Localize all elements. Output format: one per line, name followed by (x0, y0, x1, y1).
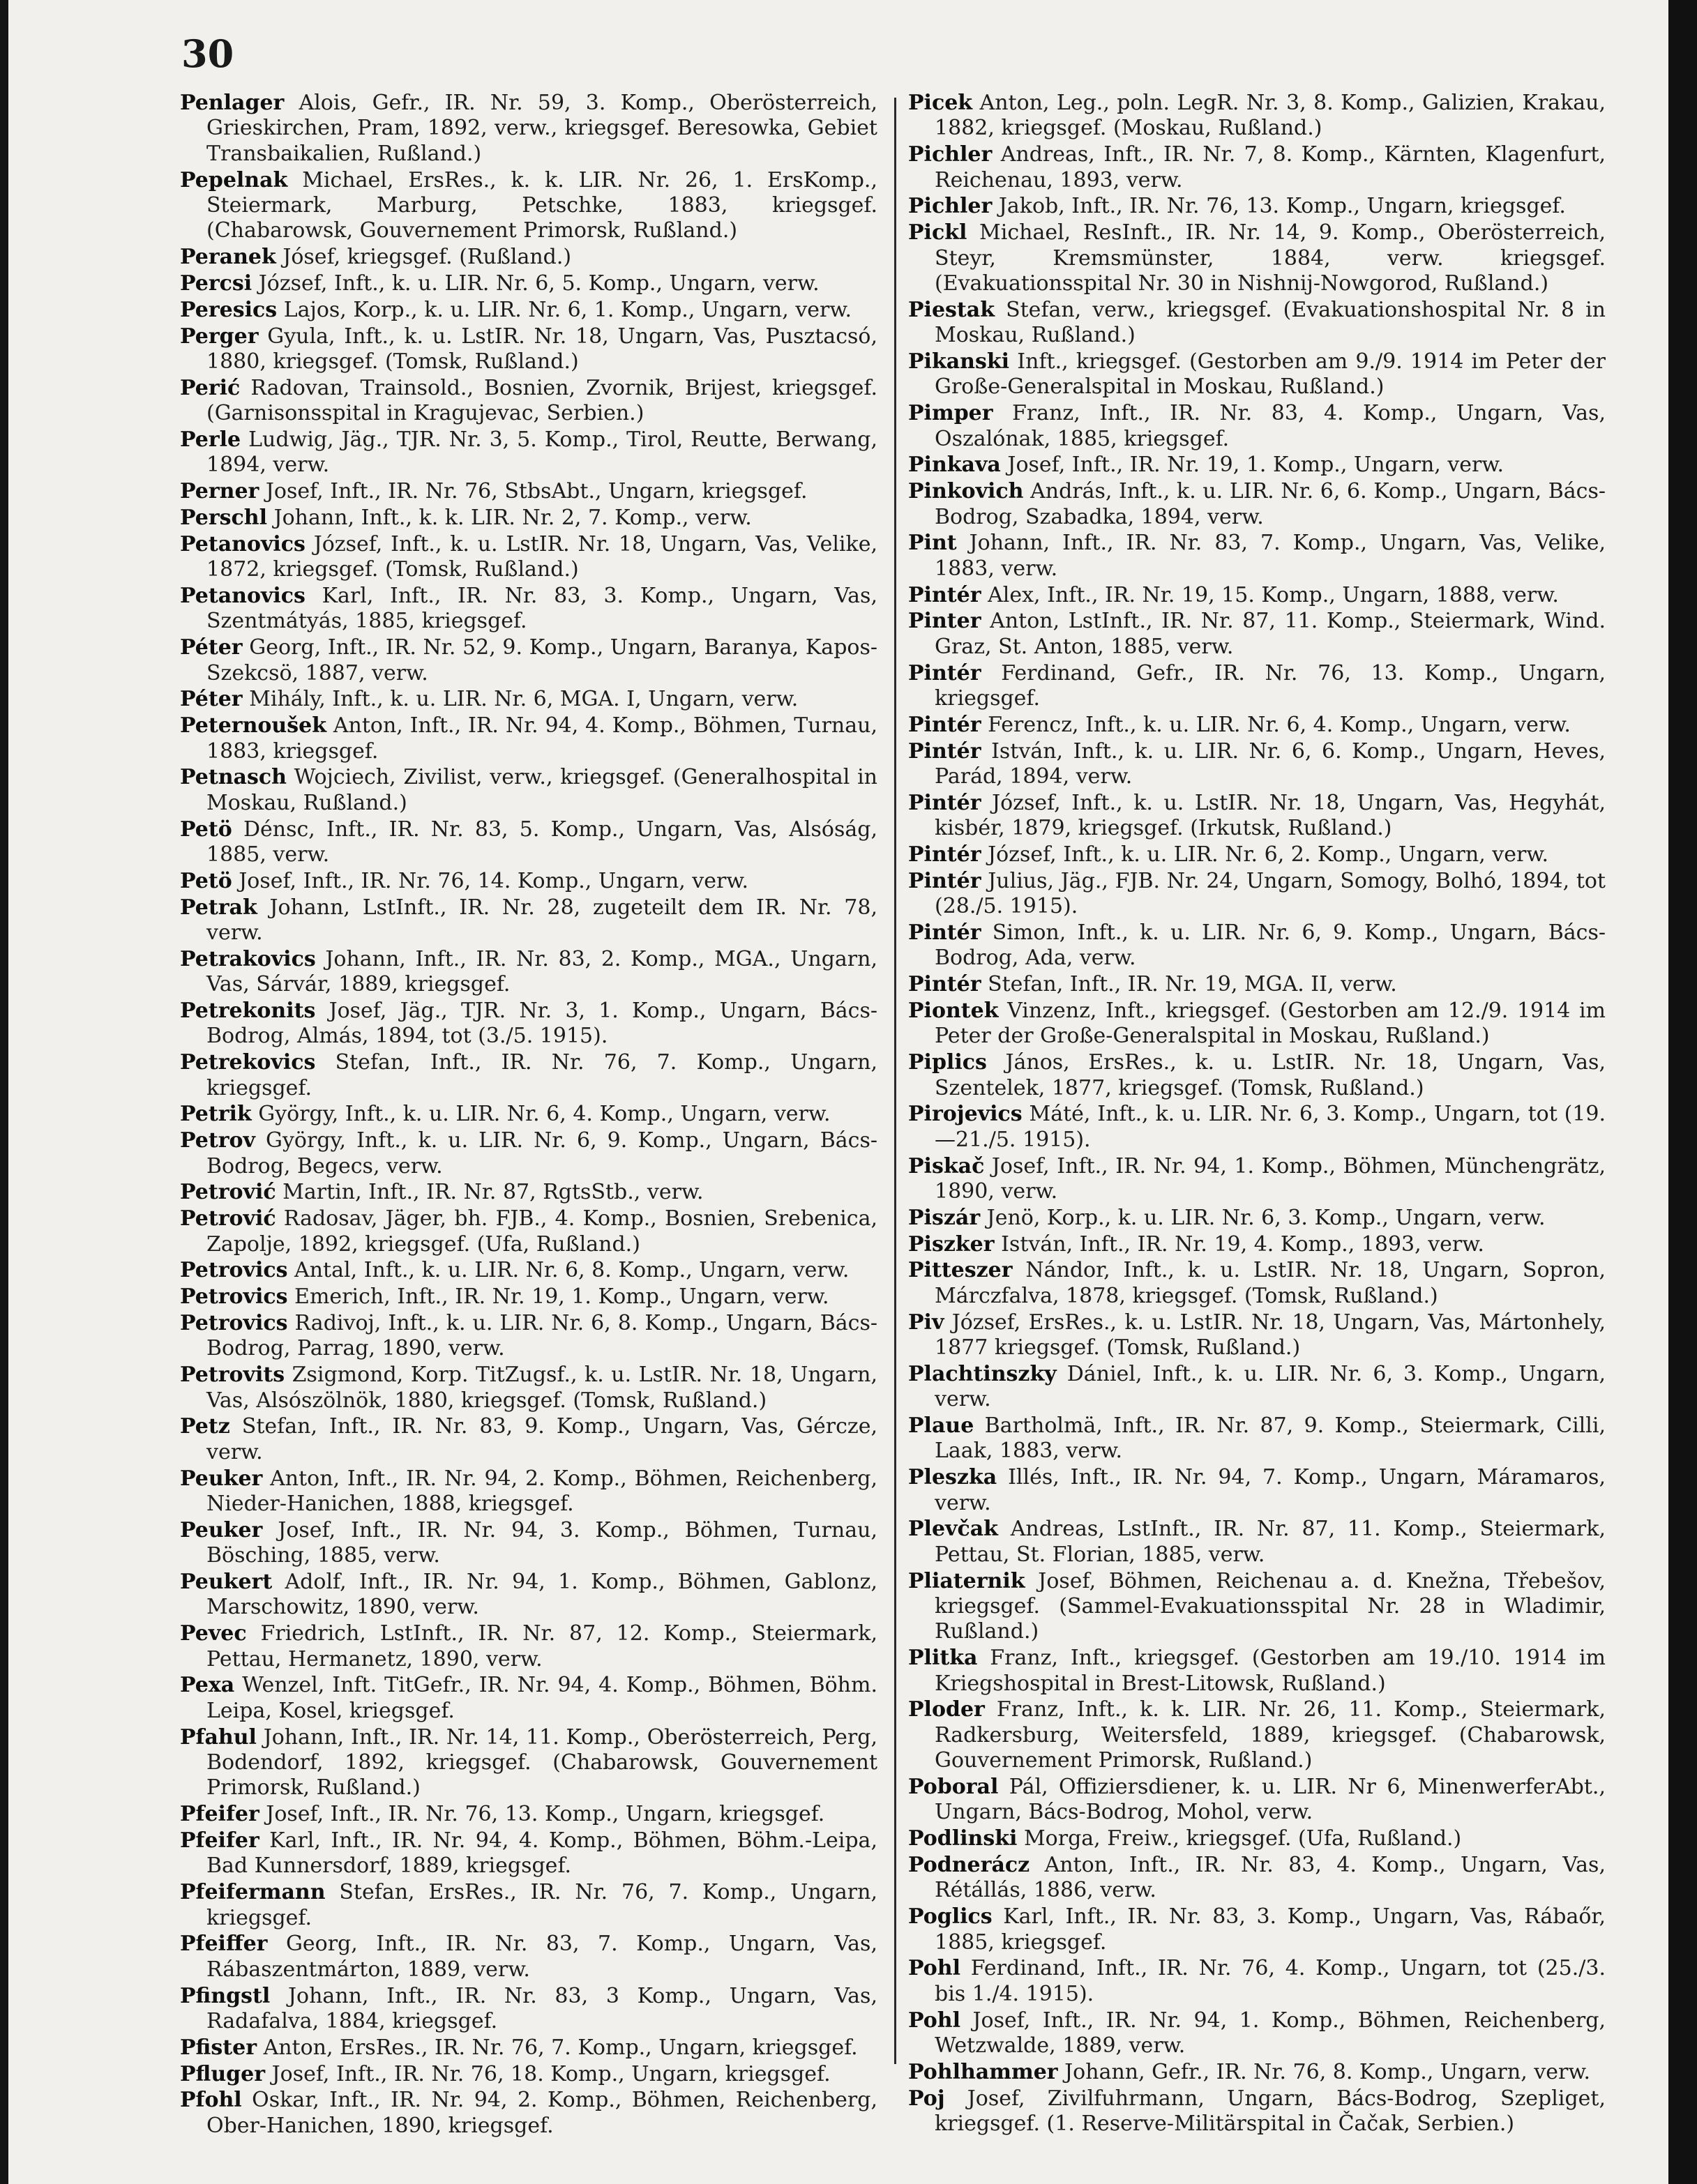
entry-details: Stefan, ErsRes., IR. Nr. 76, 7. Komp., Ungarn, kriegsgef. (206, 1880, 877, 1930)
entry-details: Morga, Freiw., kriegsgef. (Ufa, Rußland.) (1023, 1826, 1462, 1851)
entry-details: Bartholmä, Inft., IR. Nr. 87, 9. Komp., Steiermark, Cilli, Laak, 1883, verw. (935, 1413, 1606, 1464)
entry-details: Franz, Inft., IR. Nr. 83, 4. Komp., Ungarn, Vas, Oszalónak, 1885, kriegsgef. (935, 401, 1606, 451)
list-entry (908, 91, 1606, 142)
entry-surname: Peuker (180, 1466, 263, 1491)
entry-surname: Piv (908, 1310, 944, 1335)
entry-details: Stefan, Inft., IR. Nr. 76, 7. Komp., Ungarn, kriegsgef. (206, 1050, 877, 1100)
entry-surname: Pintér (908, 582, 981, 607)
list-entry (908, 661, 1606, 712)
entry-surname: Poglics (908, 1904, 993, 1929)
entry-surname: Pfeifermann (180, 1880, 326, 1905)
list-entry (908, 1517, 1606, 1568)
entry-details: József, Inft., k. u. LstIR. Nr. 18, Ungarn, Vas, Hegyhát, kisbér, 1879, kriegsgef. (Irkutsk, Rußland.) (935, 790, 1606, 841)
list-entry (180, 584, 877, 635)
list-entry (180, 1518, 877, 1569)
entry-details: Radovan, Trainsold., Bosnien, Zvornik, Brijest, kriegsgef. (Garnisonsspital in Kragujevac, Serbien.) (206, 375, 877, 426)
entry-surname: Pint (908, 531, 957, 556)
list-entry (180, 1206, 877, 1257)
list-entry (908, 999, 1606, 1049)
entry-details: Johann, Inft., IR. Nr. 83, 7. Komp., Ungarn, Vas, Velike, 1883, verw. (935, 531, 1606, 581)
list-entry (908, 349, 1606, 400)
entry-surname: Pintér (908, 920, 981, 946)
list-entry (908, 1206, 1606, 1231)
entry-surname: Pfeiffer (180, 1932, 268, 1957)
list-entry (180, 1258, 877, 1283)
entry-surname: Piskač (908, 1153, 985, 1178)
entry-surname: Petrović (180, 1206, 276, 1231)
entry-details: Máté, Inft., k. u. LIR. Nr. 6, 3. Komp., Ungarn, tot (19.—21./5. 1915). (935, 1102, 1606, 1152)
entry-details: Stefan, Inft., IR. Nr. 19, MGA. II, verw. (988, 972, 1397, 997)
entry-details: Antal, Inft., k. u. LIR. Nr. 6, 8. Komp., Ungarn, verw. (294, 1258, 850, 1283)
list-entry (908, 1956, 1606, 2007)
entry-details: Friedrich, LstInft., IR. Nr. 87, 12. Komp., Steiermark, Pettau, Hermanetz, 1890, verw. (206, 1621, 877, 1671)
entry-surname: Petanovics (180, 584, 306, 609)
entry-surname: Pimper (908, 401, 993, 426)
entry-details: Jakob, Inft., IR. Nr. 76, 13. Komp., Ungarn, kriegsgef. (998, 194, 1566, 219)
list-entry (180, 947, 877, 998)
entry-surname: Pintér (908, 738, 981, 764)
entry-details: Inft., kriegsgef. (Gestorben am 9./9. 1914 im Peter der Große-Generalspital in Moskau, Rußland.) (935, 349, 1606, 400)
list-entry (180, 1828, 877, 1879)
entry-surname: Ploder (908, 1697, 985, 1722)
entry-details: Josef, Inft., IR. Nr. 76, 13. Komp., Ungarn, kriegsgef. (266, 1802, 825, 1827)
entry-surname: Plaue (908, 1413, 974, 1439)
list-entry (180, 271, 877, 296)
entry-details: Anton, Inft., IR. Nr. 94, 2. Komp., Böhmen, Reichenberg, Nieder-Hanichen, 1888, kriegsgef. (206, 1466, 877, 1517)
list-entry (180, 1570, 877, 1621)
entry-details: Simon, Inft., k. u. LIR. Nr. 6, 9. Komp., Ungarn, Bács-Bodrog, Ada, verw. (935, 920, 1606, 971)
entry-surname: Pitteszer (908, 1258, 1013, 1283)
list-entry (908, 479, 1606, 530)
entry-surname: Perle (180, 427, 241, 453)
entry-details: Josef, Inft., IR. Nr. 94, 1. Komp., Böhmen, Münchengrätz, 1890, verw. (935, 1153, 1606, 1204)
entry-surname: Pfahul (180, 1724, 257, 1750)
list-entry (180, 1621, 877, 1672)
list-entry (908, 1232, 1606, 1257)
entry-surname: Petrakovics (180, 946, 316, 971)
entry-details: Josef, Inft., IR. Nr. 94, 1. Komp., Böhmen, Reichenberg, Wetzwalde, 1889, verw. (935, 2008, 1606, 2058)
entry-surname: Pintér (908, 660, 981, 685)
list-entry (908, 609, 1606, 660)
entry-surname: Pohlhammer (908, 2059, 1058, 2084)
list-entry (180, 635, 877, 686)
list-entry (180, 713, 877, 764)
list-entry (908, 2060, 1606, 2085)
entry-details: Jenö, Korp., k. u. LIR. Nr. 6, 3. Komp., Ungarn, verw. (986, 1205, 1546, 1230)
list-entry (908, 842, 1606, 867)
entry-surname: Piontek (908, 999, 999, 1024)
entry-details: Josef, Inft., IR. Nr. 19, 1. Komp., Ungarn, verw. (1007, 453, 1504, 478)
entry-surname: Pfeifer (180, 1802, 259, 1827)
entry-surname: Pinter (908, 609, 981, 634)
entry-details: Dániel, Inft., k. u. LIR. Nr. 6, 3. Komp., Ungarn, verw. (935, 1361, 1606, 1412)
list-entry (908, 1697, 1606, 1773)
list-entry (908, 220, 1606, 296)
entry-surname: Pinkovich (908, 479, 1024, 504)
list-entry (180, 817, 877, 868)
entry-details: Josef, Inft., IR. Nr. 76, StbsAbt., Ungarn, kriegsgef. (265, 479, 808, 504)
entry-surname: Pfluger (180, 2061, 266, 2086)
entry-surname: Peranek (180, 245, 276, 270)
entry-surname: Petö (180, 868, 232, 893)
entry-surname: Perner (180, 479, 259, 504)
list-entry (180, 324, 877, 375)
entry-details: Stefan, Inft., IR. Nr. 83, 9. Komp., Ungarn, Vas, Gércze, verw. (206, 1414, 877, 1464)
entry-surname: Petrovics (180, 1258, 288, 1283)
entry-details: Johann, Inft., IR. Nr. 83, 2. Komp., MGA., Ungarn, Vas, Sárvár, 1889, kriegsgef. (206, 946, 877, 997)
entry-surname: Perschl (180, 506, 268, 531)
list-entry (180, 532, 877, 583)
list-entry (180, 91, 877, 167)
list-entry (180, 1984, 877, 2035)
entry-surname: Poj (908, 2086, 945, 2111)
entry-surname: Pinkava (908, 453, 1001, 478)
entry-details: Michael, ErsRes., k. k. LIR. Nr. 26, 1. ErsKomp., Steiermark, Marburg, Petschke, 1883, kriegsgef. (Chabarowsk, Gouvernement Primorsk, Rußland.) (206, 167, 877, 243)
entry-surname: Pexa (180, 1673, 235, 1698)
list-entry (908, 1050, 1606, 1101)
entry-surname: Pliaternik (908, 1568, 1025, 1593)
entry-details: Pál, Offiziersdiener, k. u. LIR. Nr 6, MinenwerferAbt., Ungarn, Bács-Bodrog, Mohol, verw. (935, 1775, 1606, 1825)
list-entry (908, 583, 1606, 608)
list-entry (908, 194, 1606, 219)
list-entry (180, 1673, 877, 1724)
list-entry (180, 298, 877, 323)
entry-surname: Plevčak (908, 1517, 998, 1542)
entry-surname: Pfeifer (180, 1828, 259, 1853)
list-entry (908, 1853, 1606, 1904)
column-divider (894, 98, 896, 2064)
list-entry (180, 1284, 877, 1310)
entry-surname: Peukert (180, 1570, 273, 1595)
list-entry (180, 376, 877, 427)
entry-surname: Pichler (908, 194, 993, 219)
list-entry (908, 1646, 1606, 1697)
entry-surname: Perić (180, 375, 241, 400)
entry-details: Andreas, LstInft., IR. Nr. 87, 11. Komp., Steiermark, Pettau, St. Florian, 1885, verw. (935, 1517, 1606, 1567)
list-entry (180, 427, 877, 478)
entry-details: István, Inft., IR. Nr. 19, 4. Komp., 1893, verw. (1001, 1231, 1484, 1257)
entry-details: Stefan, verw., kriegsgef. (Evakuationshospital Nr. 8 in Moskau, Rußland.) (935, 297, 1606, 348)
entry-surname: Penlager (180, 91, 285, 115)
list-entry (180, 245, 877, 270)
entry-details: Georg, Inft., IR. Nr. 83, 7. Komp., Ungarn, Vas, Rábaszentmárton, 1889, verw. (206, 1932, 877, 1982)
entry-details: Josef, Böhmen, Reichenau a. d. Knežna, Třebešov, kriegsgef. (Sammel-Evakuationsspital Nr. 28 in Wladimir, Rußland.) (935, 1568, 1606, 1644)
entry-surname: Petanovics (180, 531, 306, 556)
entry-details: Josef, Inft., IR. Nr. 76, 14. Komp., Ungarn, verw. (239, 868, 748, 893)
list-entry (180, 687, 877, 712)
entry-details: Johann, LstInft., IR. Nr. 28, zugeteilt dem IR. Nr. 78, verw. (206, 895, 877, 946)
list-entry (180, 479, 877, 504)
list-entry (908, 142, 1606, 193)
entry-details: Martin, Inft., IR. Nr. 87, RgtsStb., verw. (282, 1180, 704, 1205)
entry-details: Johann, Gefr., IR. Nr. 76, 8. Komp., Ungarn, verw. (1064, 2059, 1590, 2084)
entry-surname: Perger (180, 324, 259, 349)
entry-surname: Petrekonits (180, 999, 316, 1024)
entry-details: József, ErsRes., k. u. LstIR. Nr. 18, Ungarn, Vas, Mártonhely, 1877 kriegsgef. (Tomsk, Rußland.) (935, 1310, 1606, 1360)
entry-details: György, Inft., k. u. LIR. Nr. 6, 9. Komp., Ungarn, Bács-Bodrog, Begecs, verw. (206, 1128, 877, 1178)
entry-surname: Pintér (908, 868, 981, 893)
list-entry (180, 1180, 877, 1205)
entry-surname: Pohl (908, 2008, 960, 2033)
entry-surname: Petrik (180, 1102, 252, 1127)
list-entry (180, 1932, 877, 1982)
entry-details: Vinzenz, Inft., kriegsgef. (Gestorben am 12./9. 1914 im Peter der Große-Generalspital in Moskau, Rußland.) (935, 999, 1606, 1049)
list-entry (908, 1569, 1606, 1645)
list-entry (180, 1880, 877, 1931)
entry-details: Johann, Inft., IR. Nr. 83, 3 Komp., Ungarn, Vas, Radafalva, 1884, kriegsgef. (206, 1983, 877, 2034)
entry-surname: Petö (180, 817, 232, 842)
entry-surname: Piplics (908, 1050, 987, 1075)
entry-surname: Pintér (908, 842, 981, 867)
entry-details: Julius, Jäg., FJB. Nr. 24, Ungarn, Somogy, Bolhó, 1894, tot (28./5. 1915). (935, 868, 1606, 919)
entry-surname: Petrovits (180, 1363, 285, 1388)
list-entry (180, 1802, 877, 1827)
entry-details: Franz, Inft., kriegsgef. (Gestorben am 19./10. 1914 im Kriegshospital in Brest-Litowsk, Rußland.) (935, 1646, 1606, 1696)
list-entry (180, 1363, 877, 1413)
list-entry (180, 1414, 877, 1465)
list-entry (908, 713, 1606, 738)
page-number: 30 (181, 31, 234, 76)
entry-details: Anton, LstInft., IR. Nr. 87, 11. Komp., Steiermark, Wind. Graz, St. Anton, 1885, verw. (935, 609, 1606, 659)
entry-details: Josef, Zivilfuhrmann, Ungarn, Bács-Bodrog, Szepliget, kriegsgef. (1. Reserve-Militärspital in Čačak, Serbien.) (935, 2086, 1606, 2137)
entry-details: Illés, Inft., IR. Nr. 94, 7. Komp., Ungarn, Máramaros, verw. (935, 1465, 1606, 1515)
entry-details: József, Inft., k. u. LIR. Nr. 6, 5. Komp., Ungarn, verw. (258, 271, 820, 296)
entry-surname: Plachtinszky (908, 1361, 1057, 1386)
entry-details: Andreas, Inft., IR. Nr. 7, 8. Komp., Kärnten, Klagenfurt, Reichenau, 1893, verw. (935, 142, 1606, 192)
list-entry (180, 2035, 877, 2061)
list-entry (908, 1826, 1606, 1851)
entry-details: Johann, Inft., IR. Nr. 14, 11. Komp., Oberösterreich, Perg, Bodendorf, 1892, kriegsgef. (Chabarowsk, Gouvernement Primorsk, Rußland.) (206, 1724, 877, 1800)
list-entry (908, 869, 1606, 920)
entry-surname: Pfingstl (180, 1983, 271, 2008)
list-entry (908, 1413, 1606, 1464)
list-entry (908, 972, 1606, 997)
list-entry (180, 765, 877, 816)
entry-details: György, Inft., k. u. LIR. Nr. 6, 4. Komp., Ungarn, verw. (258, 1102, 831, 1127)
list-entry (908, 1102, 1606, 1153)
entry-details: Ferdinand, Gefr., IR. Nr. 76, 13. Komp., Ungarn, kriegsgef. (935, 660, 1606, 711)
list-entry (180, 999, 877, 1049)
list-entry (180, 1725, 877, 1801)
entry-surname: Poboral (908, 1775, 999, 1800)
entry-surname: Pintér (908, 790, 981, 815)
entry-details: János, ErsRes., k. u. LstIR. Nr. 18, Ungarn, Vas, Szentelek, 1877, kriegsgef. (Tomsk, Rußland.) (935, 1050, 1606, 1100)
list-entry (180, 869, 877, 894)
entry-surname: Piszár (908, 1205, 981, 1230)
list-entry (908, 1904, 1606, 1955)
entry-surname: Percsi (180, 271, 252, 296)
entry-surname: Pintér (908, 972, 981, 997)
entry-surname: Piestak (908, 297, 995, 322)
list-entry (180, 895, 877, 946)
entry-surname: Petz (180, 1414, 230, 1439)
entry-surname: Pintér (908, 712, 981, 737)
entry-details: Anton, Leg., poln. LegR. Nr. 3, 8. Komp., Galizien, Krakau, 1882, kriegsgef. (Moskau, Rußland.) (935, 91, 1606, 141)
entry-surname: Peternoušek (180, 713, 326, 738)
entry-details: Michael, ResInft., IR. Nr. 14, 9. Komp., Oberösterreich, Steyr, Kremsmünster, 1884, verw. kriegsgef. (Evakuationsspital Nr. 30 in Nishnij-Nowgorod, Rußland.) (935, 220, 1606, 296)
list-entry (180, 168, 877, 244)
list-entry (180, 1128, 877, 1179)
entry-surname: Petrekovics (180, 1050, 316, 1075)
entry-surname: Pfister (180, 2035, 257, 2060)
list-entry (908, 531, 1606, 582)
entry-surname: Pfohl (180, 2088, 242, 2113)
entry-details: Adolf, Inft., IR. Nr. 94, 1. Komp., Böhmen, Gablonz, Marschowitz, 1890, verw. (206, 1570, 877, 1620)
entry-details: Jósef, kriegsgef. (Rußland.) (282, 245, 572, 270)
entry-details: Nándor, Inft., k. u. LstIR. Nr. 18, Ungarn, Sopron, Márczfalva, 1878, kriegsgef. (Tomsk, Rußland.) (935, 1258, 1606, 1308)
list-entry (908, 1154, 1606, 1205)
list-entry (908, 1465, 1606, 1516)
entry-details: Ludwig, Jäg., TJR. Nr. 3, 5. Komp., Tirol, Reutte, Berwang, 1894, verw. (206, 427, 877, 478)
entry-details: Anton, Inft., IR. Nr. 94, 4. Komp., Böhmen, Turnau, 1883, kriegsgef. (206, 713, 877, 764)
entry-surname: Péter (180, 687, 243, 712)
list-entry (180, 1311, 877, 1362)
entry-surname: Pickl (908, 220, 967, 245)
list-entry (908, 1310, 1606, 1361)
list-entry (180, 1466, 877, 1517)
entry-surname: Pohl (908, 1956, 960, 1981)
entry-details: Karl, Inft., IR. Nr. 83, 3. Komp., Ungarn, Vas, Szentmátyás, 1885, kriegsgef. (206, 584, 877, 634)
list-entry (908, 791, 1606, 842)
entry-details: Radosav, Jäger, bh. FJB., 4. Komp., Bosnien, Srebenica, Zapolje, 1892, kriegsgef. (Ufa, Rußland.) (206, 1206, 877, 1257)
list-entry (180, 2062, 877, 2087)
entry-details: Ferencz, Inft., k. u. LIR. Nr. 6, 4. Komp., Ungarn, verw. (988, 712, 1571, 737)
entry-surname: Petrović (180, 1180, 276, 1205)
entry-details: József, Inft., k. u. LIR. Nr. 6, 2. Komp., Ungarn, verw. (988, 842, 1548, 867)
entry-surname: Piszker (908, 1231, 995, 1257)
entry-surname: Podlinski (908, 1826, 1018, 1851)
entry-surname: Petrovics (180, 1284, 288, 1310)
entry-surname: Petrak (180, 895, 257, 920)
entry-surname: Pikanski (908, 349, 1010, 374)
entry-details: Karl, Inft., IR. Nr. 83, 3. Komp., Ungarn, Vas, Rábaőr, 1885, kriegsgef. (935, 1904, 1606, 1955)
entry-details: Dénsc, Inft., IR. Nr. 83, 5. Komp., Ungarn, Vas, Alsóság, 1885, verw. (206, 817, 877, 867)
entry-surname: Petrovics (180, 1311, 288, 1336)
list-entry (180, 1050, 877, 1101)
list-entry (908, 401, 1606, 452)
entry-surname: Podnerácz (908, 1853, 1030, 1878)
list-entry (908, 298, 1606, 349)
entry-details: Josef, Inft., IR. Nr. 94, 3. Komp., Böhmen, Turnau, Bösching, 1885, verw. (206, 1517, 877, 1568)
list-entry (180, 506, 877, 531)
entry-details: Franz, Inft., k. k. LIR. Nr. 26, 11. Komp., Steiermark, Radkersburg, Weitersfeld, 1889, kriegsgef. (Chabarowsk, Gouvernement Primorsk, Rußland.) (935, 1697, 1606, 1773)
scan-edge (1668, 0, 1697, 2184)
list-entry (180, 1102, 877, 1127)
right-column (908, 91, 1606, 2138)
entry-details: Radivoj, Inft., k. u. LIR. Nr. 6, 8. Komp., Ungarn, Bács-Bodrog, Parrag, 1890, verw. (206, 1311, 878, 1361)
list-entry (180, 2088, 877, 2139)
list-entry (908, 1362, 1606, 1413)
entry-details: Mihály, Inft., k. u. LIR. Nr. 6, MGA. I, Ungarn, verw. (249, 687, 799, 712)
entry-surname: Peuker (180, 1517, 263, 1542)
entry-surname: Petnasch (180, 765, 287, 790)
entry-surname: Péter (180, 635, 243, 660)
entry-details: Zsigmond, Korp. TitZugsf., k. u. LstIR. Nr. 18, Ungarn, Vas, Alsószölnök, 1880, kriegsgef. (Tomsk, Rußland.) (206, 1363, 877, 1413)
left-column (180, 91, 877, 2140)
entry-surname: Picek (908, 91, 973, 115)
entry-details: Anton, ErsRes., IR. Nr. 76, 7. Komp., Ungarn, kriegsgef. (263, 2035, 858, 2060)
entry-details: Wojciech, Zivilist, verw., kriegsgef. (Generalhospital in Moskau, Rußland.) (206, 765, 877, 815)
entry-details: Alois, Gefr., IR. Nr. 59, 3. Komp., Oberösterreich, Grieskirchen, Pram, 1892, verw., kriegsgef. Beresowka, Gebiet Transbaikalien, Rußland.) (206, 91, 877, 166)
entry-details: Josef, Inft., IR. Nr. 76, 18. Komp., Ungarn, kriegsgef. (271, 2061, 831, 2086)
entry-details: Alex, Inft., IR. Nr. 19, 15. Komp., Ungarn, 1888, verw. (988, 582, 1559, 607)
entry-details: Ferdinand, Inft., IR. Nr. 76, 4. Komp., Ungarn, tot (25./3. bis 1./4. 1915). (935, 1956, 1606, 2006)
entry-details: Josef, Jäg., TJR. Nr. 3, 1. Komp., Ungarn, Bács-Bodrog, Almás, 1894, tot (3./5. 1915). (206, 999, 877, 1049)
entry-details: András, Inft., k. u. LIR. Nr. 6, 6. Komp., Ungarn, Bács-Bodrog, Szabadka, 1894, verw. (935, 479, 1606, 529)
entry-surname: Pepelnak (180, 167, 288, 192)
entry-surname: Plitka (908, 1646, 978, 1671)
entry-details: István, Inft., k. u. LIR. Nr. 6, 6. Komp., Ungarn, Heves, Parád, 1894, verw. (935, 738, 1606, 789)
entry-details: Gyula, Inft., k. u. LstIR. Nr. 18, Ungarn, Vas, Pusztacsó, 1880, kriegsgef. (Tomsk, Rußland.) (206, 324, 877, 374)
document-page (8, 0, 1668, 2184)
entry-surname: Pirojevics (908, 1102, 1023, 1127)
list-entry (908, 920, 1606, 971)
entry-details: Georg, Inft., IR. Nr. 52, 9. Komp., Ungarn, Baranya, Kapos-Szekcsö, 1887, verw. (206, 635, 877, 685)
entry-surname: Petrov (180, 1128, 255, 1153)
entry-surname: Pevec (180, 1621, 247, 1646)
entry-surname: Peresics (180, 297, 278, 322)
entry-details: Anton, Inft., IR. Nr. 83, 4. Komp., Ungarn, Vas, Rétállás, 1886, verw. (935, 1853, 1606, 1903)
list-entry (908, 739, 1606, 790)
entry-surname: Pichler (908, 142, 993, 167)
entry-details: Johann, Inft., k. k. LIR. Nr. 2, 7. Komp., verw. (273, 506, 752, 531)
entry-details: Oskar, Inft., IR. Nr. 94, 2. Komp., Böhmen, Reichenberg, Ober-Hanichen, 1890, kriegsgef. (206, 2088, 877, 2138)
entry-details: Karl, Inft., IR. Nr. 94, 4. Komp., Böhmen, Böhm.-Leipa, Bad Kunnersdorf, 1889, kriegsgef. (206, 1828, 877, 1879)
entry-details: Emerich, Inft., IR. Nr. 19, 1. Komp., Ungarn, verw. (294, 1284, 829, 1310)
list-entry (908, 2086, 1606, 2137)
list-entry (908, 2008, 1606, 2059)
entry-details: Lajos, Korp., k. u. LIR. Nr. 6, 1. Komp., Ungarn, verw. (283, 297, 852, 322)
entry-details: József, Inft., k. u. LstIR. Nr. 18, Ungarn, Vas, Velike, 1872, kriegsgef. (Tomsk, Rußland.) (206, 531, 877, 582)
list-entry (908, 1775, 1606, 1826)
entry-details: Wenzel, Inft. TitGefr., IR. Nr. 94, 4. Komp., Böhmen, Böhm. Leipa, Kosel, kriegsgef. (206, 1673, 877, 1723)
list-entry (908, 453, 1606, 478)
list-entry (908, 1258, 1606, 1309)
entry-surname: Pleszka (908, 1465, 997, 1490)
